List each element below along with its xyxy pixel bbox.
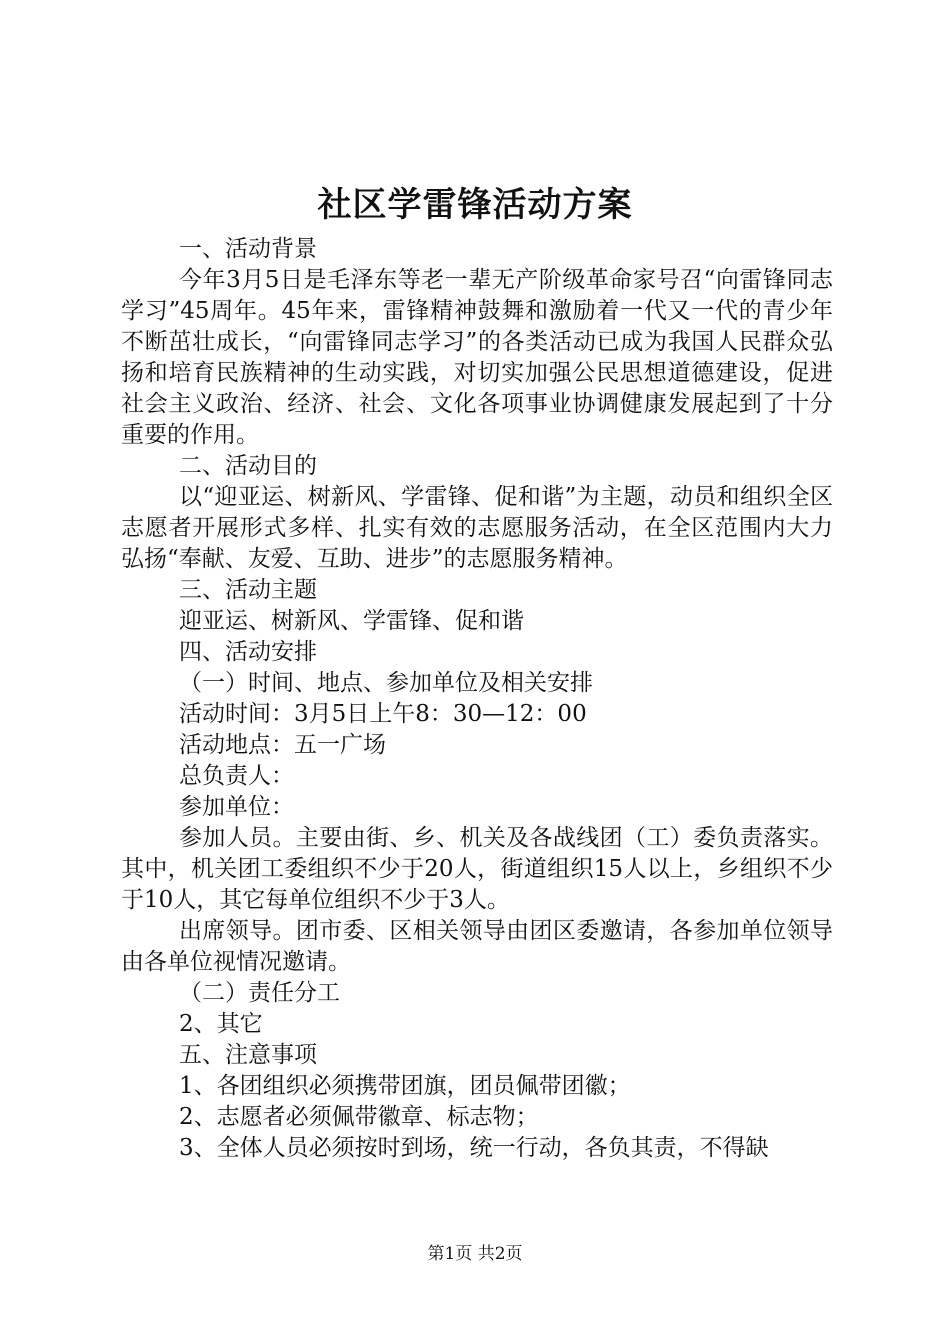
section-heading-arrangement: 四、活动安排 [179, 639, 317, 665]
line-person-in-charge: 总负责人： [179, 763, 294, 789]
paragraph-participants: 参加人员。主要由街、乡、机关及各战线团（工）委负责落实。其中，机关团工委组织不少于20人，街道组织15人以上，乡组织不少于10人，其它每单位组织不少于3人。 [121, 825, 833, 913]
document-title: 社区学雷锋活动方案 [317, 185, 633, 225]
note-item-1: 1、各团组织必须携带团旗，团员佩带团徽； [179, 1073, 631, 1099]
note-item-3: 3、全体人员必须按时到场，统一行动，各负其责，不得缺 [179, 1135, 769, 1161]
section-heading-background: 一、活动背景 [179, 236, 317, 262]
paragraph-attending-leaders: 出席领导。团市委、区相关领导由团区委邀请，各参加单位领导由各单位视情况邀请。 [121, 918, 833, 975]
line-other: 2、其它 [179, 1011, 263, 1037]
paragraph-background: 今年3月5日是毛泽东等老一辈无产阶级革命家号召“向雷锋同志学习”45周年。45年来，雷锋精神鼓舞和激励着一代又一代的青少年不断茁壮成长，“向雷锋同志学习”的各类活动已成为我国人民群众弘扬和培育民族精神的生动实践，对切实加强公民思想道德建设，促进社会主义政治、经济、社会、文化各项事业协调健康发展起到了十分重要的作用。 [121, 267, 833, 448]
subsection-heading-time-place: （一）时间、地点、参加单位及相关安排 [179, 670, 593, 696]
page-number-footer: 第1页 共2页 [427, 1244, 523, 1264]
line-activity-location: 活动地点：五一广场 [179, 732, 386, 758]
subsection-heading-responsibilities: （二）责任分工 [179, 980, 340, 1006]
section-heading-purpose: 二、活动目的 [179, 453, 317, 479]
section-heading-notes: 五、注意事项 [179, 1042, 317, 1068]
line-activity-time: 活动时间：3月5日上午8：30—12：00 [179, 701, 587, 727]
section-heading-theme: 三、活动主题 [179, 577, 317, 603]
line-participating-units: 参加单位： [179, 794, 294, 820]
paragraph-theme: 迎亚运、树新风、学雷锋、促和谐 [179, 608, 524, 634]
document-body [121, 234, 833, 1164]
paragraph-purpose: 以“迎亚运、树新风、学雷锋、促和谐”为主题，动员和组织全区志愿者开展形式多样、扎实有效的志愿服务活动，在全区范围内大力弘扬“奉献、友爱、互助、进步”的志愿服务精神。 [121, 484, 833, 572]
note-item-2: 2、志愿者必须佩带徽章、标志物； [179, 1104, 539, 1130]
